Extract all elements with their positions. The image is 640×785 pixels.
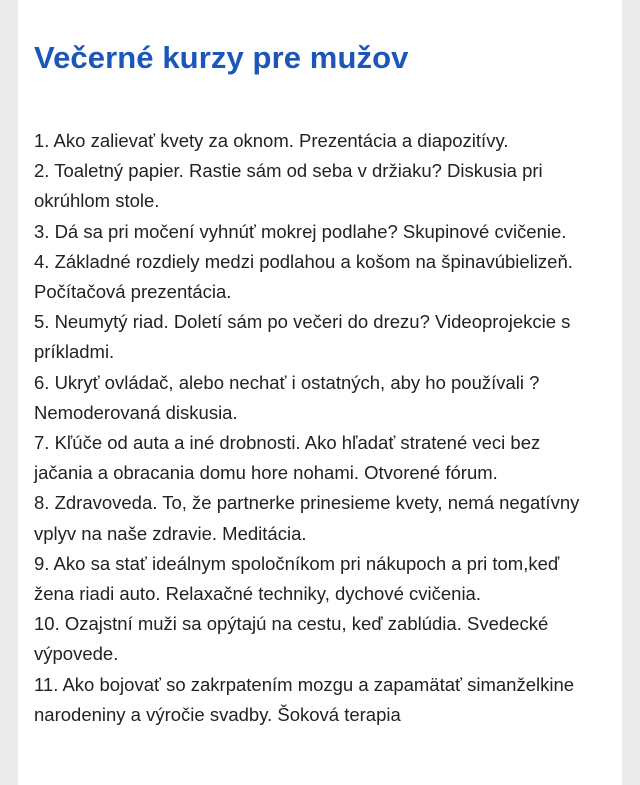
course-item-2: 2. Toaletný papier. Rastie sám od seba v držiaku? Diskusia pri okrúhlom stole. (34, 160, 543, 212)
course-item-3: 3. Dá sa pri močení vyhnúť mokrej podlahe? Skupinové cvičenie. (34, 220, 567, 242)
article-title: Večerné kurzy pre mužov (34, 40, 409, 75)
course-list (34, 126, 606, 730)
article-card (18, 0, 622, 785)
course-item-5: 5. Neumytý riad. Doletí sám po večeri do drezu? Videoprojekcie s príkladmi. (34, 311, 571, 363)
course-item-10: 10. Ozajstní muži sa opýtajú na cestu, keď zablúdia. Svedecké výpovede. (34, 613, 549, 665)
course-item-4: 4. Základné rozdiely medzi podlahou a košom na špinavúbielizeň. Počítačová prezentácia. (34, 250, 573, 303)
course-item-11: 11. Ako bojovať so zakrpatením mozgu a zapamätať simanželkine narodeniny a výročie svadby. Šoková terapia (34, 673, 575, 725)
course-item-1: 1. Ako zalievať kvety za oknom. Prezentácia a diapozitívy. (34, 130, 509, 151)
course-item-9: 9. Ako sa stať ideálnym spoločníkom pri nákupoch a pri tom,keď žena riadi auto. Relaxačné techniky, dychové cvičenia. (34, 552, 560, 605)
course-item-6: 6. Ukryť ovládač, alebo nechať i ostatných, aby ho používali ? Nemoderovaná diskusia. (34, 371, 540, 423)
course-item-7: 7. Kľúče od auta a iné drobnosti. Ako hľadať stratené veci bez jačania a obracania domu hore nohami. Otvorené fórum. (34, 432, 541, 484)
course-item-8: 8. Zdravoveda. To, že partnerke prinesieme kvety, nemá negatívny vplyv na naše zdravie. Meditácia. (34, 492, 580, 544)
